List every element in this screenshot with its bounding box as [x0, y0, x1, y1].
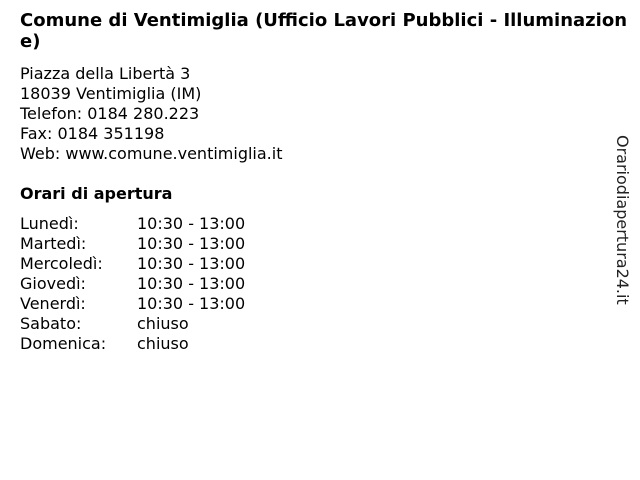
- address-city: 18039 Ventimiglia (IM): [20, 84, 202, 103]
- fax-number: Fax: 0184 351198: [20, 124, 165, 143]
- hours-row-tuesday: [20, 234, 245, 254]
- day-hours: 10:30 - 13:00: [137, 234, 246, 253]
- day-hours: 10:30 - 13:00: [137, 214, 246, 233]
- hours-row-thursday: [20, 274, 245, 294]
- hours-row-friday: [20, 294, 245, 314]
- day-hours: 10:30 - 13:00: [137, 254, 246, 273]
- day-label: Martedì:: [20, 234, 87, 253]
- day-label: Domenica:: [20, 334, 107, 353]
- business-title: Comune di Ventimiglia (Ufficio Lavori Pubblici - Illuminazione): [20, 10, 628, 52]
- contact-block: [20, 64, 282, 164]
- day-hours: chiuso: [137, 334, 189, 353]
- day-hours: 10:30 - 13:00: [137, 294, 246, 313]
- watermark-text: Orariodiapertura24.it: [613, 135, 632, 305]
- phone-number: Telefon: 0184 280.223: [20, 104, 200, 123]
- hours-row-saturday: [20, 314, 245, 334]
- site-watermark: [602, 135, 640, 310]
- day-hours: chiuso: [137, 314, 189, 333]
- day-label: Mercoledì:: [20, 254, 103, 273]
- hours-row-sunday: [20, 334, 245, 354]
- hours-row-monday: [20, 214, 245, 234]
- hours-row-wednesday: [20, 254, 245, 274]
- day-label: Lunedì:: [20, 214, 79, 233]
- day-hours: 10:30 - 13:00: [137, 274, 246, 293]
- address-street: Piazza della Libertà 3: [20, 64, 191, 83]
- opening-hours-list: [20, 214, 245, 354]
- opening-hours-heading: Orari di apertura: [20, 184, 173, 203]
- day-label: Sabato:: [20, 314, 82, 333]
- website: Web: www.comune.ventimiglia.it: [20, 144, 283, 163]
- day-label: Giovedì:: [20, 274, 86, 293]
- day-label: Venerdì:: [20, 294, 86, 313]
